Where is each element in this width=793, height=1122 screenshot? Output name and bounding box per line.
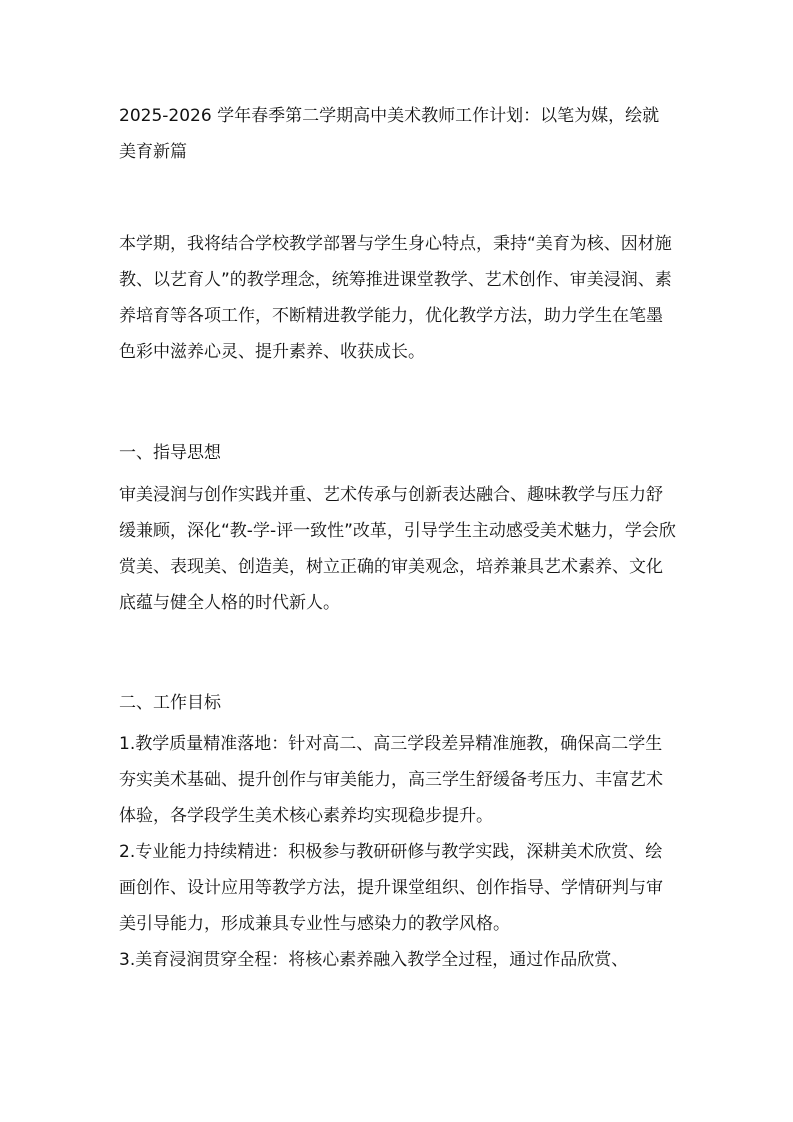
intro-paragraph: 本学期，我将结合学校教学部署与学生身心特点，秉持“美育为核、因材施教、以艺育人”的教学理念，统筹推进课堂教学、艺术创作、审美浸润、素养培育等各项工作，不断精进教学能力，优化教学方法，助力学生在笔墨色彩中滋养心灵、提升素养、收获成长。	[119, 234, 672, 362]
work-goal-item-3: 3.美育浸润贯穿全程：将核心素养融入教学全过程，通过作品欣赏、	[119, 950, 629, 970]
section-heading-work-goals: 二、工作目标	[119, 693, 221, 713]
section-heading-guiding-thought: 一、指导思想	[119, 443, 221, 463]
document-title: 2025-2026 学年春季第二学期高中美术教师工作计划：以笔为媒，绘就美育新篇	[119, 106, 660, 162]
work-goal-item-2: 2.专业能力持续精进：积极参与教研研修与教学实践，深耕美术欣赏、绘画创作、设计应用等教学方法，提升课堂组织、创作指导、学情研判与审美引导能力，形成兼具专业性与感染力的教学风格。	[119, 842, 663, 934]
work-goal-item-1: 1.教学质量精准落地：针对高二、高三学段差异精准施教，确保高二学生夯实美术基础、提升创作与审美能力，高三学生舒缓备考压力、丰富艺术体验，各学段学生美术核心素养均实现稳步提升。	[119, 734, 663, 826]
guiding-thought-paragraph: 审美浸润与创作实践并重、艺术传承与创新表达融合、趣味教学与压力舒缓兼顾，深化“教-学-评一致性”改革，引导学生主动感受美术魅力，学会欣赏美、表现美、创造美，树立正确的审美观念，培养兼具艺术素养、文化底蕴与健全人格的时代新人。	[119, 485, 676, 613]
work-goals-list	[119, 726, 676, 978]
